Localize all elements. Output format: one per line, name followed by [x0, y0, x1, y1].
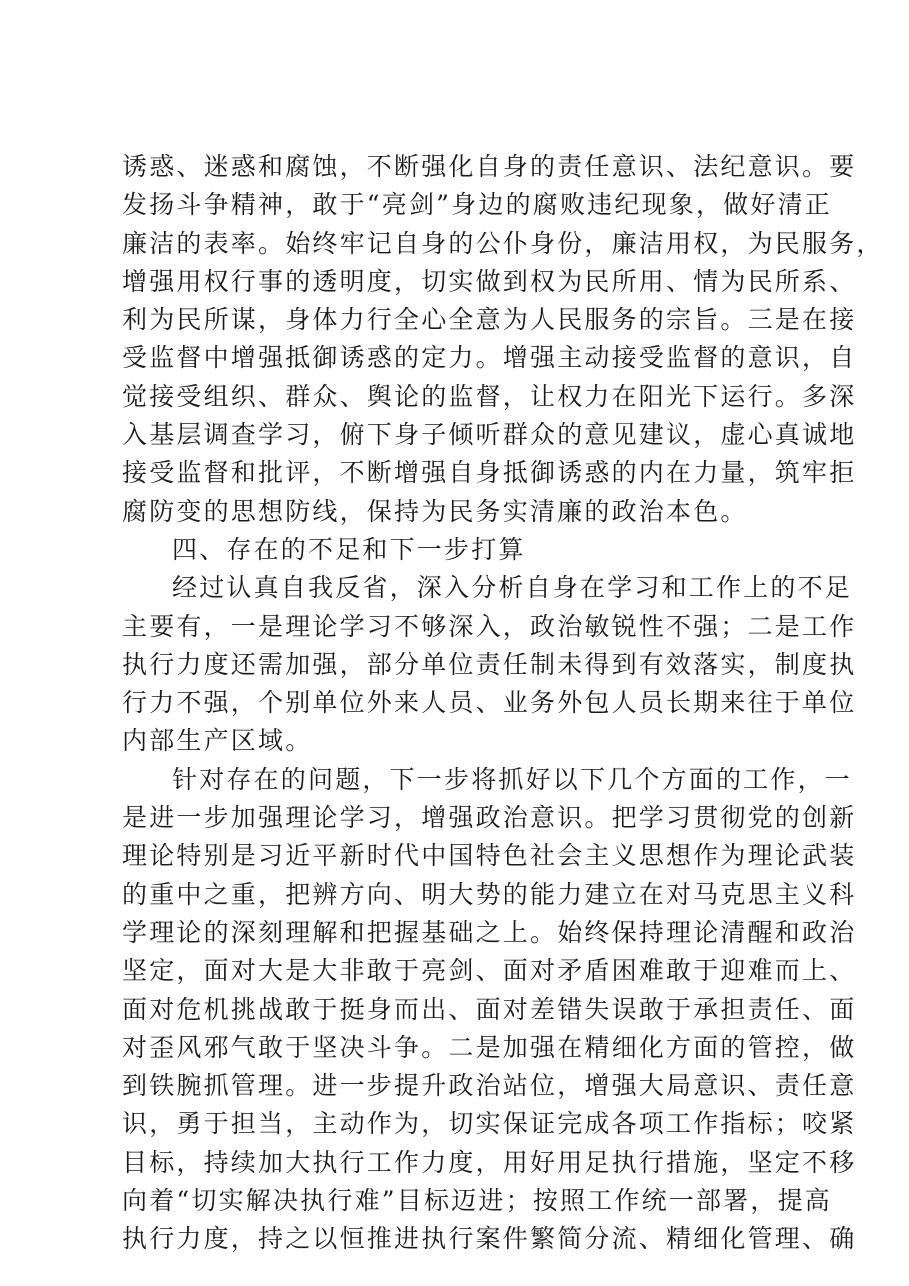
- text-line: 行力不强，个别单位外来人员、业务外包人员长期来往于单位: [122, 688, 857, 718]
- text-line: 是进一步加强理论学习，增强政治意识。把学习贯彻党的创新: [122, 803, 857, 833]
- text-line: 四、存在的不足和下一步打算: [172, 534, 526, 564]
- text-line: 执行力度还需加强，部分单位责任制未得到有效落实，制度执: [122, 649, 857, 679]
- text-line: 入基层调查学习，俯下身子倾听群众的意见建议，虚心真诚地: [122, 420, 857, 450]
- text-line: 识，勇于担当，主动作为，切实保证完成各项工作指标；咬紧: [122, 1109, 857, 1139]
- text-line: 面对危机挑战敢于挺身而出、面对差错失误敢于承担责任、面: [122, 994, 857, 1024]
- text-line: 对歪风邪气敢于坚决斗争。二是加强在精细化方面的管控，做: [122, 1032, 857, 1062]
- document-body: [122, 148, 884, 1259]
- text-line: 经过认真自我反省，深入分析自身在学习和工作上的不足: [172, 573, 853, 603]
- text-line: 发扬斗争精神，敢于“亮剑”身边的腐败违纪现象，做好清正: [122, 190, 832, 220]
- text-line: 的重中之重，把辨方向、明大势的能力建立在对马克思主义科: [122, 879, 857, 909]
- text-line: 针对存在的问题，下一步将抓好以下几个方面的工作，一: [172, 764, 853, 794]
- text-line: 到铁腕抓管理。进一步提升政治站位，增强大局意识、责任意: [122, 1071, 857, 1101]
- text-line: 利为民所谋，身体力行全心全意为人民服务的宗旨。三是在接: [122, 305, 857, 335]
- text-line: 坚定，面对大是大非敢于亮剑、面对矛盾困难敢于迎难而上、: [122, 956, 857, 986]
- text-line: 诱惑、迷惑和腐蚀，不断强化自身的责任意识、法纪意识。要: [122, 152, 857, 181]
- text-line: 目标，持续加大执行工作力度，用好用足执行措施，坚定不移: [122, 1147, 857, 1177]
- text-line: 主要有，一是理论学习不够深入，政治敏锐性不强；二是工作: [122, 611, 857, 641]
- text-line: 理论特别是习近平新时代中国特色社会主义思想作为理论武装: [122, 841, 857, 871]
- text-line: 学理论的深刻理解和把握基础之上。始终保持理论清醒和政治: [122, 917, 857, 947]
- text-line: 腐防变的思想防线，保持为民务实清廉的政治本色。: [122, 496, 748, 526]
- text-line: 增强用权行事的透明度，切实做到权为民所用、情为民所系、: [122, 266, 857, 296]
- text-line: 廉洁的表率。始终牢记自身的公仆身份，廉洁用权，为民服务，: [122, 228, 884, 258]
- text-line: 受监督中增强抵御诱惑的定力。增强主动接受监督的意识，自: [122, 343, 857, 373]
- text-line: 觉接受组织、群众、舆论的监督，让权力在阳光下运行。多深: [122, 381, 857, 411]
- text-line: 接受监督和批评，不断增强自身抵御诱惑的内在力量，筑牢拒: [122, 458, 857, 488]
- text-line: 内部生产区域。: [122, 726, 313, 756]
- text-line: 执行力度，持之以恒推进执行案件繁简分流、精细化管理、确: [122, 1224, 857, 1254]
- text-line: 向着“切实解决执行难”目标迈进；按照工作统一部署，提高: [122, 1186, 832, 1216]
